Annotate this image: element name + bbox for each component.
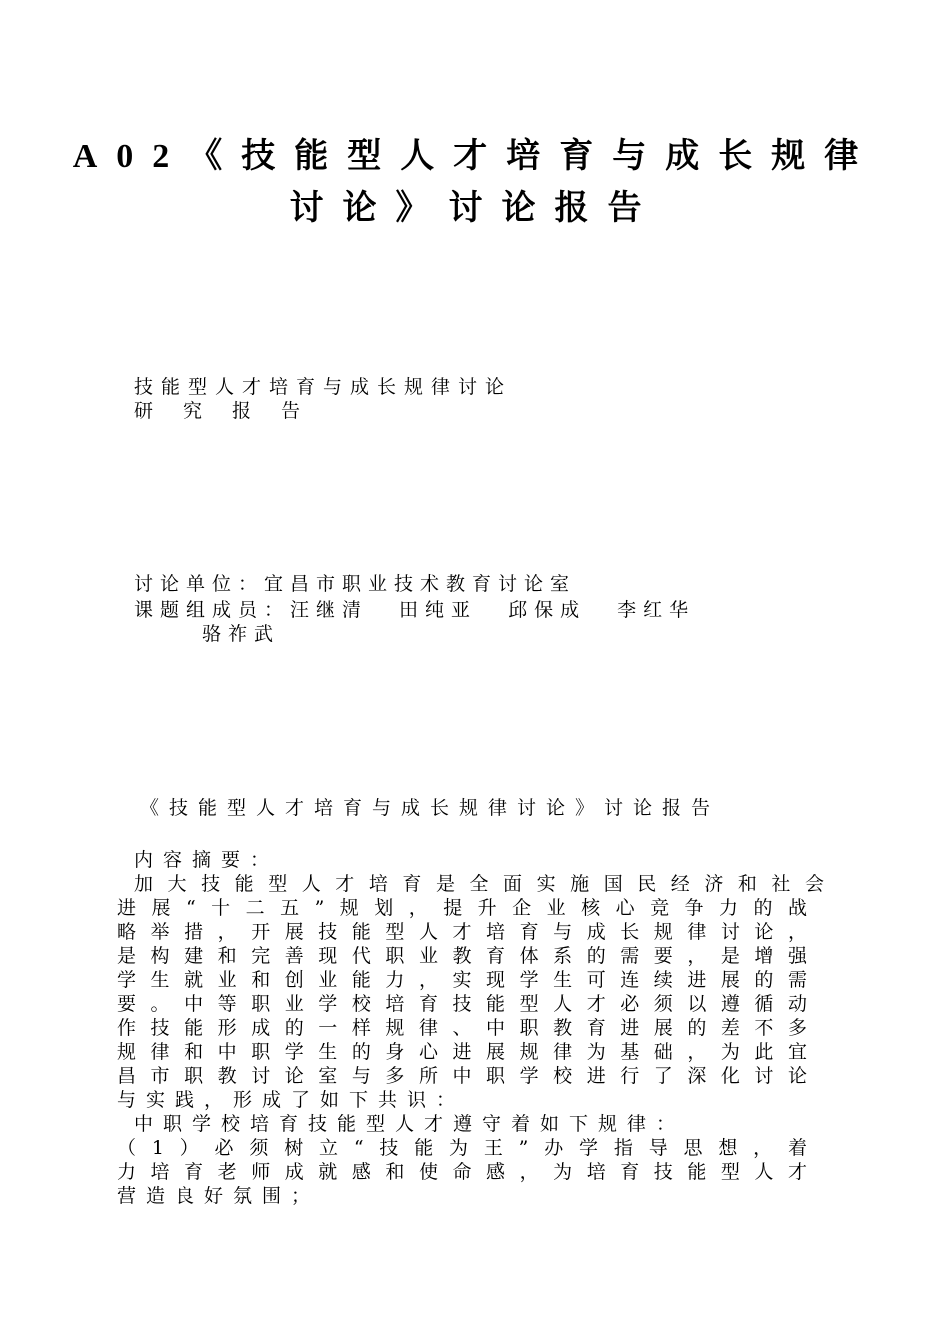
cover-title-line-1: 技能型人才培育与成长规律讨论 bbox=[134, 376, 513, 398]
research-members: 课题组成员：汪继清 田纯亚 邱保成 李红华 bbox=[134, 599, 696, 621]
abstract-line: 学生就业和创业能力，实现学生可连续进展的需 bbox=[117, 969, 807, 991]
research-members-continued: 骆祚武 bbox=[202, 623, 281, 645]
document-title-line-2: 讨论》讨论报告 bbox=[289, 190, 661, 227]
cover-title-line-2: 研究报告 bbox=[134, 400, 331, 422]
rule-line: 营造良好氛围； bbox=[117, 1185, 321, 1207]
abstract-line: 规律和中职学生的身心进展规律为基础，为此宜 bbox=[117, 1041, 807, 1063]
rule-line: （1）必须树立“技能为王”办学指导思想，着 bbox=[117, 1137, 807, 1159]
abstract-line: 与实践，形成了如下共识： bbox=[117, 1089, 466, 1111]
abstract-line: 要。中等职业学校培育技能型人才必须以遵循动 bbox=[117, 993, 807, 1015]
abstract-line: 略举措，开展技能型人才培育与成长规律讨论， bbox=[117, 921, 807, 943]
document-title-line-1: A02《技能型人才培育与成长规律 bbox=[72, 138, 878, 175]
abstract-line: 作技能形成的一样规律、中职教育进展的差不多 bbox=[117, 1017, 807, 1039]
report-heading: 《技能型人才培育与成长规律讨论》讨论报告 bbox=[140, 797, 721, 819]
abstract-label: 内容摘要： bbox=[134, 849, 280, 871]
abstract-line: 昌市职教讨论室与多所中职学校进行了深化讨论 bbox=[117, 1065, 807, 1087]
abstract-line: 加大技能型人才培育是全面实施国民经济和社会 bbox=[134, 873, 824, 895]
rule-line: 力培育老师成就感和使命感，为培育技能型人才 bbox=[117, 1161, 807, 1183]
rules-intro: 中职学校培育技能型人才遵守着如下规律： bbox=[134, 1113, 686, 1135]
research-unit: 讨论单位：宜昌市职业技术教育讨论室 bbox=[134, 573, 577, 595]
abstract-line: 是构建和完善现代职业教育体系的需要，是增强 bbox=[117, 945, 807, 967]
abstract-line: 进展“十二五”规划，提升企业核心竞争力的战 bbox=[117, 897, 807, 919]
